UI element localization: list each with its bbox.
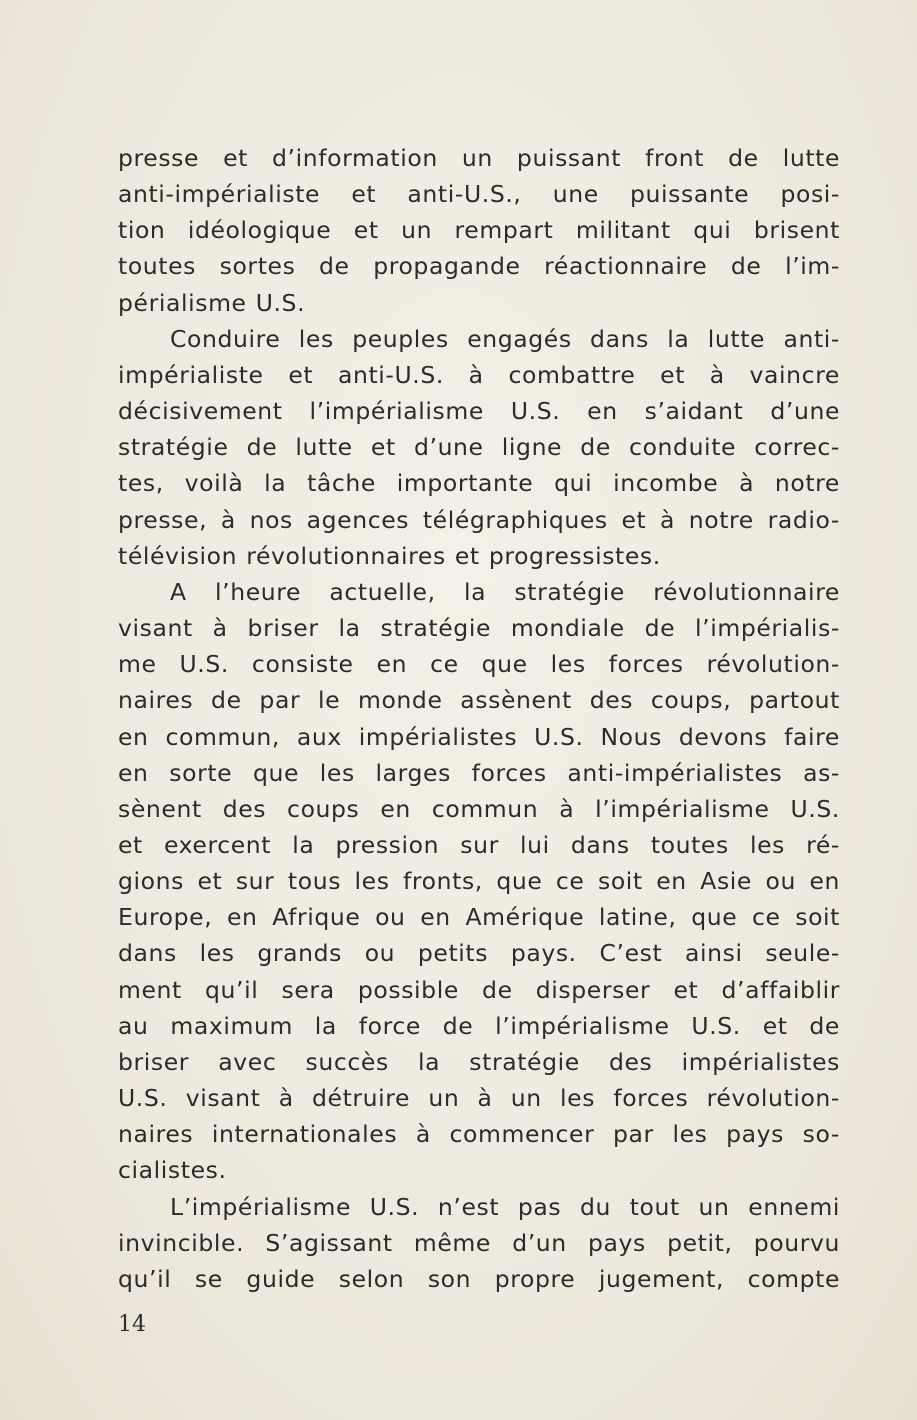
text-line: tes, voilà la tâche importante qui incombe à notre <box>118 469 840 498</box>
text-line: L’impérialisme U.S. n’est pas du tout un ennemi <box>170 1192 840 1221</box>
text-line: cialistes. <box>118 1156 227 1185</box>
text-line: télévision révolutionnaires et progressistes. <box>118 541 661 570</box>
text-line: en commun, aux impérialistes U.S. Nous devons faire <box>118 722 840 751</box>
text-line: ment qu’il sera possible de disperser et d’affaiblir <box>118 975 840 1004</box>
paragraph-4 <box>118 1189 840 1297</box>
text-line: tion idéologique et un rempart militant qui brisent <box>118 216 840 245</box>
paragraph-2 <box>118 321 840 574</box>
text-line: invincible. S’agissant même d’un pays petit, pourvu <box>118 1228 840 1257</box>
text-line: naires de par le monde assènent des coups, partout <box>118 686 840 715</box>
text-line: impérialiste et anti-U.S. à combattre et à vaincre <box>118 360 840 389</box>
text-line: briser avec succès la stratégie des impérialistes <box>118 1047 840 1076</box>
text-line: décisivement l’impérialisme U.S. en s’aidant d’une <box>118 397 840 426</box>
text-line: toutes sortes de propagande réactionnaire de l’im- <box>118 252 840 281</box>
text-line: visant à briser la stratégie mondiale de l’impérialis- <box>118 614 840 643</box>
text-line: et exercent la pression sur lui dans toutes les ré- <box>118 830 840 859</box>
text-line: en sorte que les larges forces anti-impérialistes as- <box>118 758 840 787</box>
page-number: 14 <box>118 1312 146 1337</box>
text-line: Conduire les peuples engagés dans la lutte anti- <box>170 324 840 353</box>
text-line: presse et d’information un puissant front de lutte <box>118 144 840 172</box>
text-line: sènent des coups en commun à l’impérialisme U.S. <box>118 794 840 823</box>
paragraph-1 <box>118 140 840 321</box>
text-line: qu’il se guide selon son propre jugement, compte <box>118 1264 840 1293</box>
body-text <box>118 140 840 1297</box>
text-line: Europe, en Afrique ou en Amérique latine, que ce soit <box>118 903 840 932</box>
paragraph-3 <box>118 574 840 1189</box>
text-line: U.S. visant à détruire un à un les forces révolution- <box>118 1084 840 1113</box>
text-line: A l’heure actuelle, la stratégie révolutionnaire <box>170 577 840 606</box>
text-line: au maximum la force de l’impérialisme U.S. et de <box>118 1011 840 1040</box>
text-line: presse, à nos agences télégraphiques et à notre radio- <box>118 505 840 534</box>
text-line: dans les grands ou petits pays. C’est ainsi seule- <box>118 939 840 968</box>
text-line: périalisme U.S. <box>118 288 306 317</box>
text-line: me U.S. consiste en ce que les forces révolution- <box>118 650 840 679</box>
text-line: gions et sur tous les fronts, que ce soit en Asie ou en <box>118 867 840 896</box>
text-line: anti-impérialiste et anti-U.S., une puissante posi- <box>118 180 840 209</box>
text-line: stratégie de lutte et d’une ligne de conduite correc- <box>118 433 840 462</box>
text-line: naires internationales à commencer par les pays so- <box>118 1120 840 1149</box>
